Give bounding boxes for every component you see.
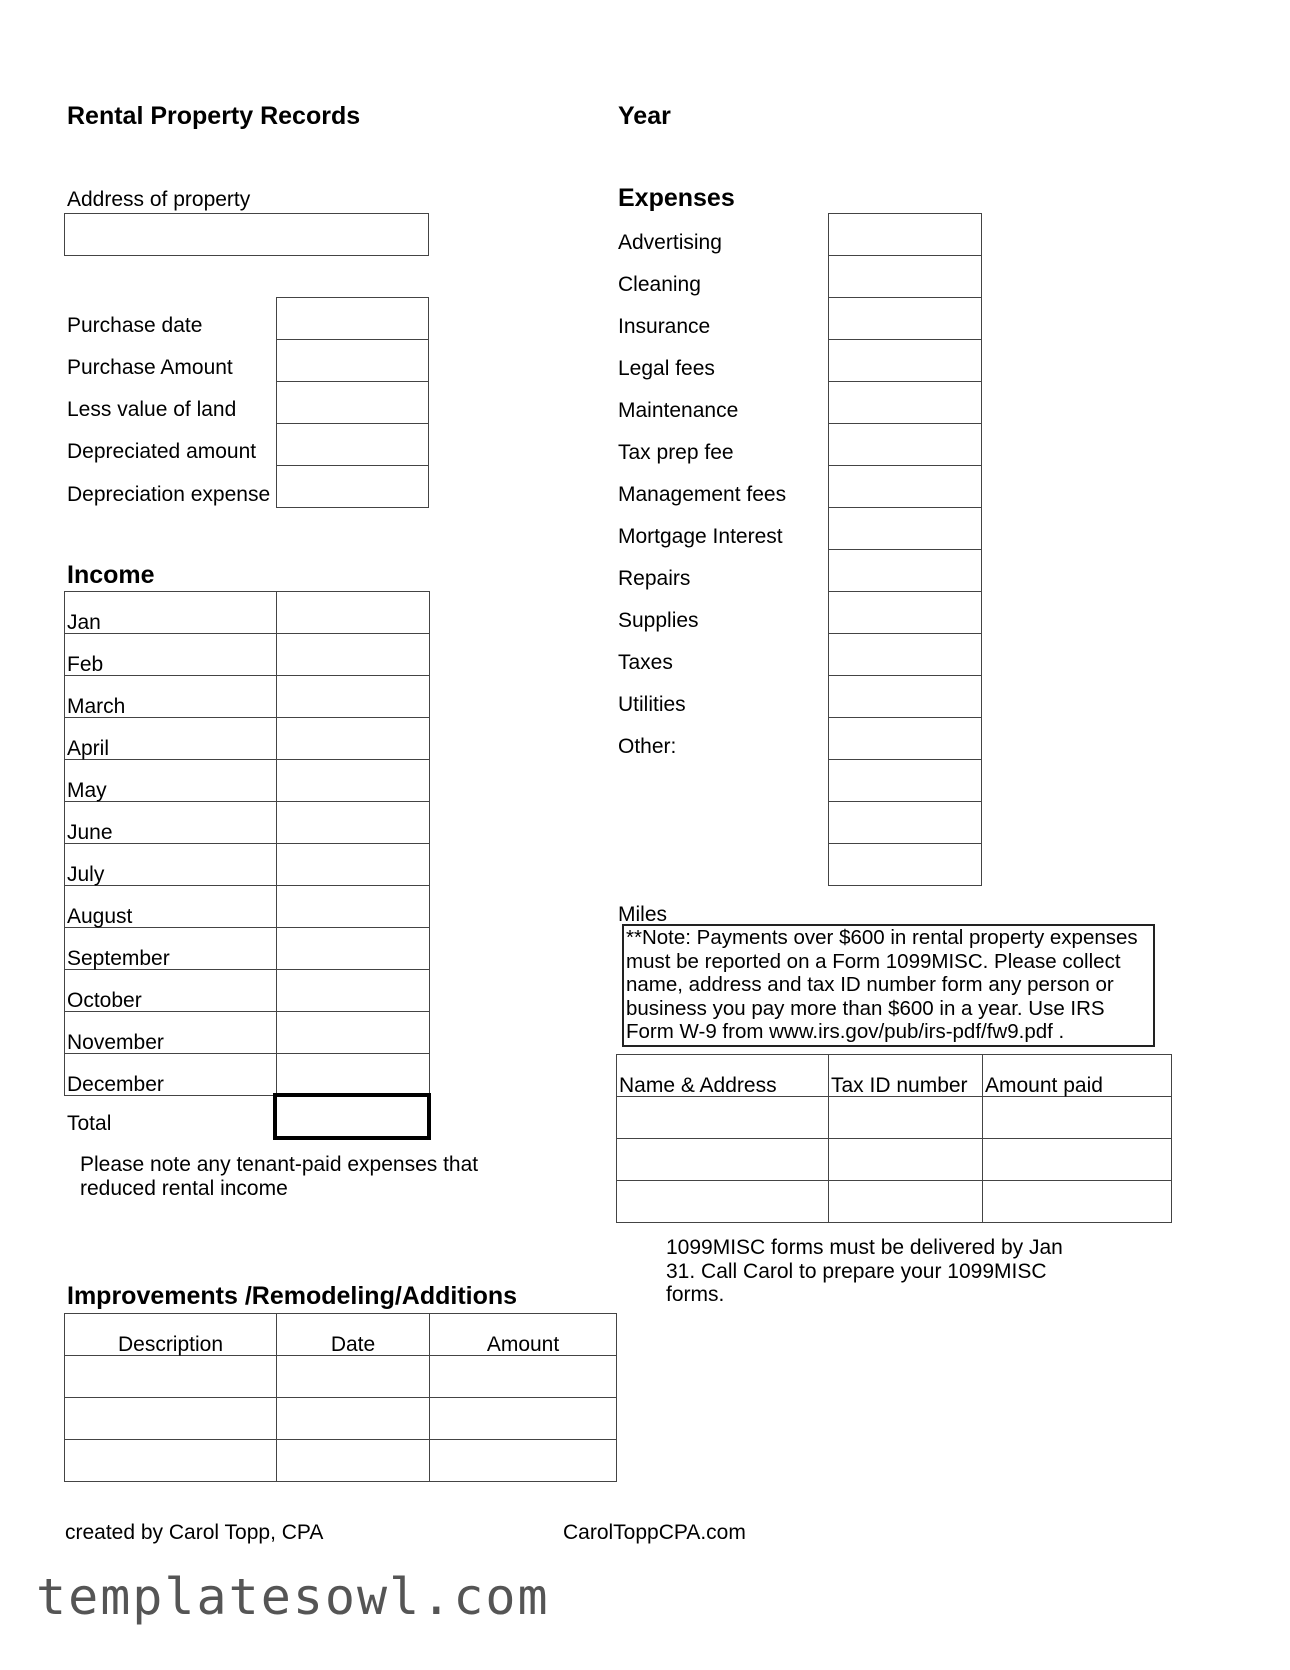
payees-table (616, 1054, 1172, 1223)
watermark: templatesowl.com (36, 1568, 550, 1626)
table-row (65, 928, 430, 970)
expense-label: Maintenance (618, 399, 739, 422)
payee-amount-cell[interactable] (983, 1139, 1172, 1181)
table-row (65, 634, 430, 676)
expense-amount-field[interactable] (828, 465, 982, 508)
land-value-field[interactable] (276, 381, 429, 424)
depreciated-amount-label: Depreciated amount (67, 440, 257, 463)
table-row (65, 1356, 617, 1398)
income-month-label: October (65, 970, 277, 1012)
expense-amount-field[interactable] (828, 213, 982, 256)
table-row (617, 1097, 1172, 1139)
expense-label: Advertising (618, 231, 722, 254)
date-cell[interactable] (277, 1440, 430, 1482)
payee-name-cell[interactable] (617, 1097, 829, 1139)
amount-header: Amount (430, 1314, 617, 1356)
table-row (617, 1139, 1172, 1181)
address-field[interactable] (64, 213, 429, 256)
income-amount-field[interactable] (277, 718, 430, 760)
expense-label: Other: (618, 735, 677, 758)
description-cell[interactable] (65, 1356, 277, 1398)
expenses-heading: Expenses (618, 184, 735, 212)
income-amount-field[interactable] (277, 634, 430, 676)
income-month-label: July (65, 844, 277, 886)
table-row (65, 1440, 617, 1482)
address-label: Address of property (67, 188, 251, 211)
income-amount-field[interactable] (277, 1054, 430, 1096)
expense-amount-field[interactable] (828, 381, 982, 424)
payee-amount-cell[interactable] (983, 1181, 1172, 1223)
depreciation-expense-label: Depreciation expense (67, 483, 271, 506)
footer-website[interactable]: CarolToppCPA.com (563, 1521, 746, 1544)
description-header: Description (65, 1314, 277, 1356)
amount-cell[interactable] (430, 1440, 617, 1482)
income-amount-field[interactable] (277, 802, 430, 844)
table-row (617, 1181, 1172, 1223)
form-1099-note: **Note: Payments over $600 in rental property expenses must be reported on a Form 1099MISC. Please collect name, address and tax ID number form any person or business you pay more than $600 in a year. Use IRS Form W-9 from www.irs.gov/pub/irs-pdf/fw9.pdf . (622, 924, 1155, 1047)
table-row (65, 1054, 430, 1096)
income-month-label: May (65, 760, 277, 802)
expense-label: Management fees (618, 483, 787, 506)
date-cell[interactable] (277, 1398, 430, 1440)
description-cell[interactable] (65, 1440, 277, 1482)
depreciation-expense-field[interactable] (276, 465, 429, 508)
income-amount-field[interactable] (277, 844, 430, 886)
income-month-label: Feb (65, 634, 277, 676)
expense-label: Insurance (618, 315, 711, 338)
expense-amount-field[interactable] (828, 843, 982, 886)
expense-amount-field[interactable] (828, 339, 982, 382)
land-value-label: Less value of land (67, 398, 237, 421)
table-row (65, 760, 430, 802)
expense-label: Supplies (618, 609, 699, 632)
expense-amount-field[interactable] (828, 591, 982, 634)
income-heading: Income (67, 561, 155, 589)
table-row (65, 676, 430, 718)
table-row (65, 844, 430, 886)
purchase-amount-label: Purchase Amount (67, 356, 233, 379)
date-header: Date (277, 1314, 430, 1356)
payee-name-cell[interactable] (617, 1181, 829, 1223)
income-table (64, 591, 430, 1096)
expense-amount-field[interactable] (828, 507, 982, 550)
footer-credit: created by Carol Topp, CPA (65, 1521, 324, 1544)
total-label: Total (67, 1112, 112, 1135)
expense-amount-field[interactable] (828, 549, 982, 592)
expense-label: Taxes (618, 651, 673, 674)
expense-amount-field[interactable] (828, 675, 982, 718)
payee-taxid-header: Tax ID number (829, 1055, 983, 1097)
income-month-label: December (65, 1054, 277, 1096)
total-field[interactable] (273, 1093, 431, 1140)
expense-amount-field[interactable] (828, 297, 982, 340)
table-row (65, 1398, 617, 1440)
payee-taxid-cell[interactable] (829, 1181, 983, 1223)
improvements-heading: Improvements /Remodeling/Additions (67, 1282, 518, 1310)
purchase-amount-field[interactable] (276, 339, 429, 382)
income-amount-field[interactable] (277, 760, 430, 802)
income-amount-field[interactable] (277, 886, 430, 928)
income-month-label: November (65, 1012, 277, 1054)
income-month-label: September (65, 928, 277, 970)
expense-amount-field[interactable] (828, 801, 982, 844)
expense-label: Cleaning (618, 273, 701, 296)
table-row (65, 886, 430, 928)
payee-taxid-cell[interactable] (829, 1139, 983, 1181)
payee-taxid-cell[interactable] (829, 1097, 983, 1139)
table-row (65, 802, 430, 844)
table-row (65, 718, 430, 760)
improvements-table (64, 1313, 617, 1482)
table-row (65, 1012, 430, 1054)
deadline-note: 1099MISC forms must be delivered by Jan 31. Call Carol to prepare your 1099MISC forms. (666, 1236, 1063, 1306)
income-month-label: August (65, 886, 277, 928)
income-amount-field[interactable] (277, 928, 430, 970)
income-month-label: April (65, 718, 277, 760)
income-month-label: March (65, 676, 277, 718)
amount-cell[interactable] (430, 1398, 617, 1440)
page-title: Rental Property Records (67, 102, 361, 130)
date-cell[interactable] (277, 1356, 430, 1398)
payee-amount-cell[interactable] (983, 1097, 1172, 1139)
description-cell[interactable] (65, 1398, 277, 1440)
income-amount-field[interactable] (277, 676, 430, 718)
income-month-label: June (65, 802, 277, 844)
expense-label: Repairs (618, 567, 691, 590)
purchase-date-label: Purchase date (67, 314, 203, 337)
payee-name-header: Name & Address (617, 1055, 829, 1097)
payee-amount-header: Amount paid (983, 1055, 1172, 1097)
purchase-date-field[interactable] (276, 297, 429, 340)
expense-amount-field[interactable] (828, 759, 982, 802)
payee-name-cell[interactable] (617, 1139, 829, 1181)
table-row (65, 970, 430, 1012)
tenant-note: Please note any tenant-paid expenses that reduced rental income (80, 1153, 479, 1200)
income-amount-field[interactable] (277, 592, 430, 634)
expense-label: Utilities (618, 693, 686, 716)
amount-cell[interactable] (430, 1356, 617, 1398)
expense-amount-field[interactable] (828, 423, 982, 466)
expense-label: Legal fees (618, 357, 715, 380)
income-amount-field[interactable] (277, 970, 430, 1012)
expense-amount-field[interactable] (828, 633, 982, 676)
expense-amount-field[interactable] (828, 717, 982, 760)
table-row (65, 592, 430, 634)
miles-label: Miles (618, 903, 668, 926)
expense-label: Tax prep fee (618, 441, 734, 464)
expense-amount-field[interactable] (828, 255, 982, 298)
expense-label: Mortgage Interest (618, 525, 783, 548)
income-month-label: Jan (65, 592, 277, 634)
depreciated-amount-field[interactable] (276, 423, 429, 466)
income-amount-field[interactable] (277, 1012, 430, 1054)
year-label: Year (618, 102, 671, 130)
